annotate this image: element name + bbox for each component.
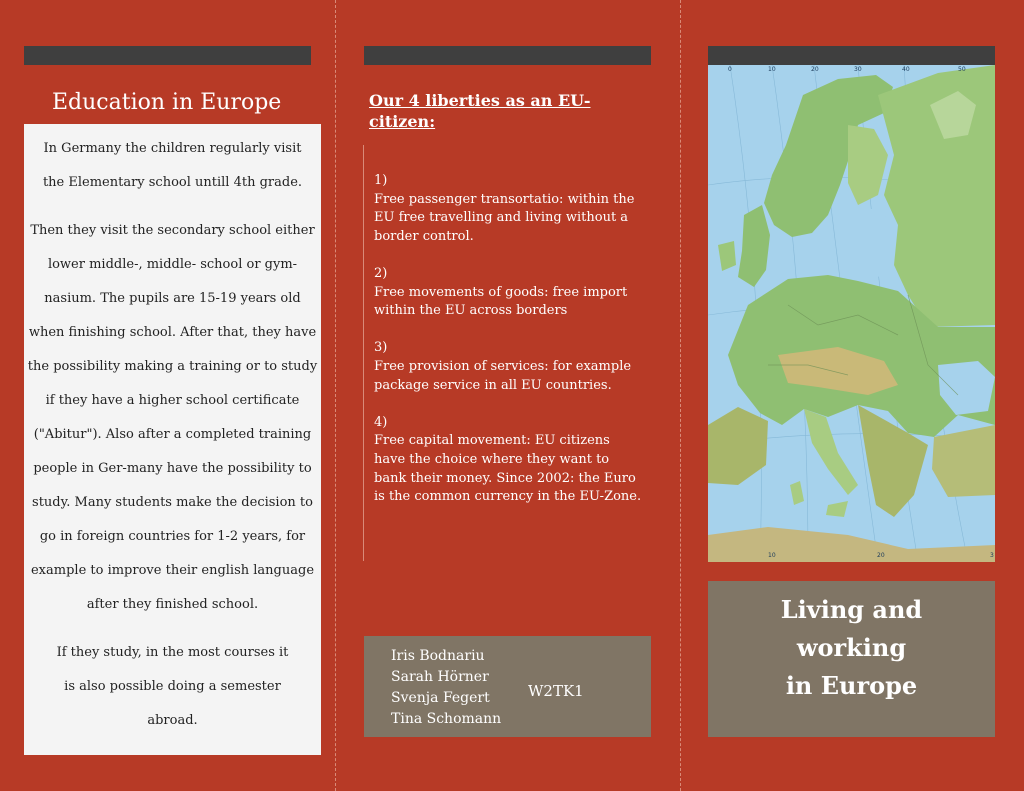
liberties-list — [374, 172, 644, 525]
map-label: 50 — [958, 66, 966, 73]
cover-title-box — [708, 581, 995, 737]
map-label: 20 — [877, 552, 885, 559]
liberty-text: Free provision of services: for example package service in all EU countries. — [374, 358, 632, 393]
author-name: Sarah Hörner — [391, 669, 489, 685]
fold-line-1 — [335, 0, 336, 791]
map-label: 0 — [728, 66, 732, 73]
liberty-number: 3) — [374, 340, 388, 356]
map-label: 3 — [990, 552, 994, 559]
cover-title-line: working — [796, 633, 907, 662]
map-bottom-labels — [708, 552, 995, 562]
author-name: Tina Schomann — [391, 711, 502, 727]
map-label: 10 — [768, 66, 776, 73]
liberty-item-2 — [374, 265, 644, 321]
liberty-number: 1) — [374, 173, 388, 188]
liberty-text: Free movements of goods: free import within the EU across borders — [374, 284, 628, 319]
liberty-text: Free passenger transortatio: within the EU free travelling and living without a border control. — [374, 191, 635, 244]
authors-box — [364, 636, 651, 737]
map-label: 30 — [854, 66, 862, 73]
class-code: W2TK1 — [528, 682, 584, 700]
authors-list — [391, 646, 501, 730]
liberty-number: 2) — [374, 265, 388, 281]
header-bar-right — [708, 46, 995, 65]
education-paragraph-1: In Germany the children regularly visit the Elementary school untill 4th grade. — [42, 141, 303, 190]
map-label: 10 — [768, 552, 776, 559]
cover-title-line: Living and — [780, 595, 923, 624]
liberties-title: Our 4 liberties as an EU-citizen: — [369, 91, 591, 131]
header-bar-middle — [364, 46, 651, 65]
education-text-box — [24, 124, 321, 755]
header-bar-left — [24, 46, 311, 65]
education-paragraph-2: Then they visit the secondary school either lower middle-, middle- school or gym-nasium. The pupils are 15-19 years old when finishing school. After that, they have the possibility making a training or to study if they have a higher school certificate ("Abitur"). Also after a completed training people in Ger-many have the possibility to study. Many students make the decision to go in foreign countries for 1-2 years, for example to improve their english language after they finished school. — [27, 223, 318, 612]
author-name: Iris Bodnariu — [391, 648, 485, 664]
liberties-divider — [363, 145, 364, 561]
map-label: 40 — [902, 66, 910, 73]
map-top-labels — [708, 66, 995, 78]
europe-map — [708, 65, 995, 562]
liberty-item-1 — [374, 172, 644, 246]
cover-title-line: in Europe — [785, 671, 918, 700]
liberty-number: 4) — [374, 414, 388, 430]
map-label: 20 — [811, 66, 819, 73]
liberty-item-3 — [374, 339, 644, 395]
fold-line-2 — [680, 0, 681, 791]
liberty-item-4 — [374, 414, 644, 507]
education-paragraph-3: If they study, in the most courses it is also possible doing a semester abroad. — [56, 645, 289, 728]
author-name: Svenja Fegert — [391, 690, 490, 706]
liberty-text: Free capital movement: EU citizens have the choice where they want to bank their money. Since 2002: the Euro is the common currency in the EU-Zone. — [374, 433, 642, 505]
education-title: Education in Europe — [52, 90, 282, 115]
europe-map-graphic — [708, 65, 995, 562]
